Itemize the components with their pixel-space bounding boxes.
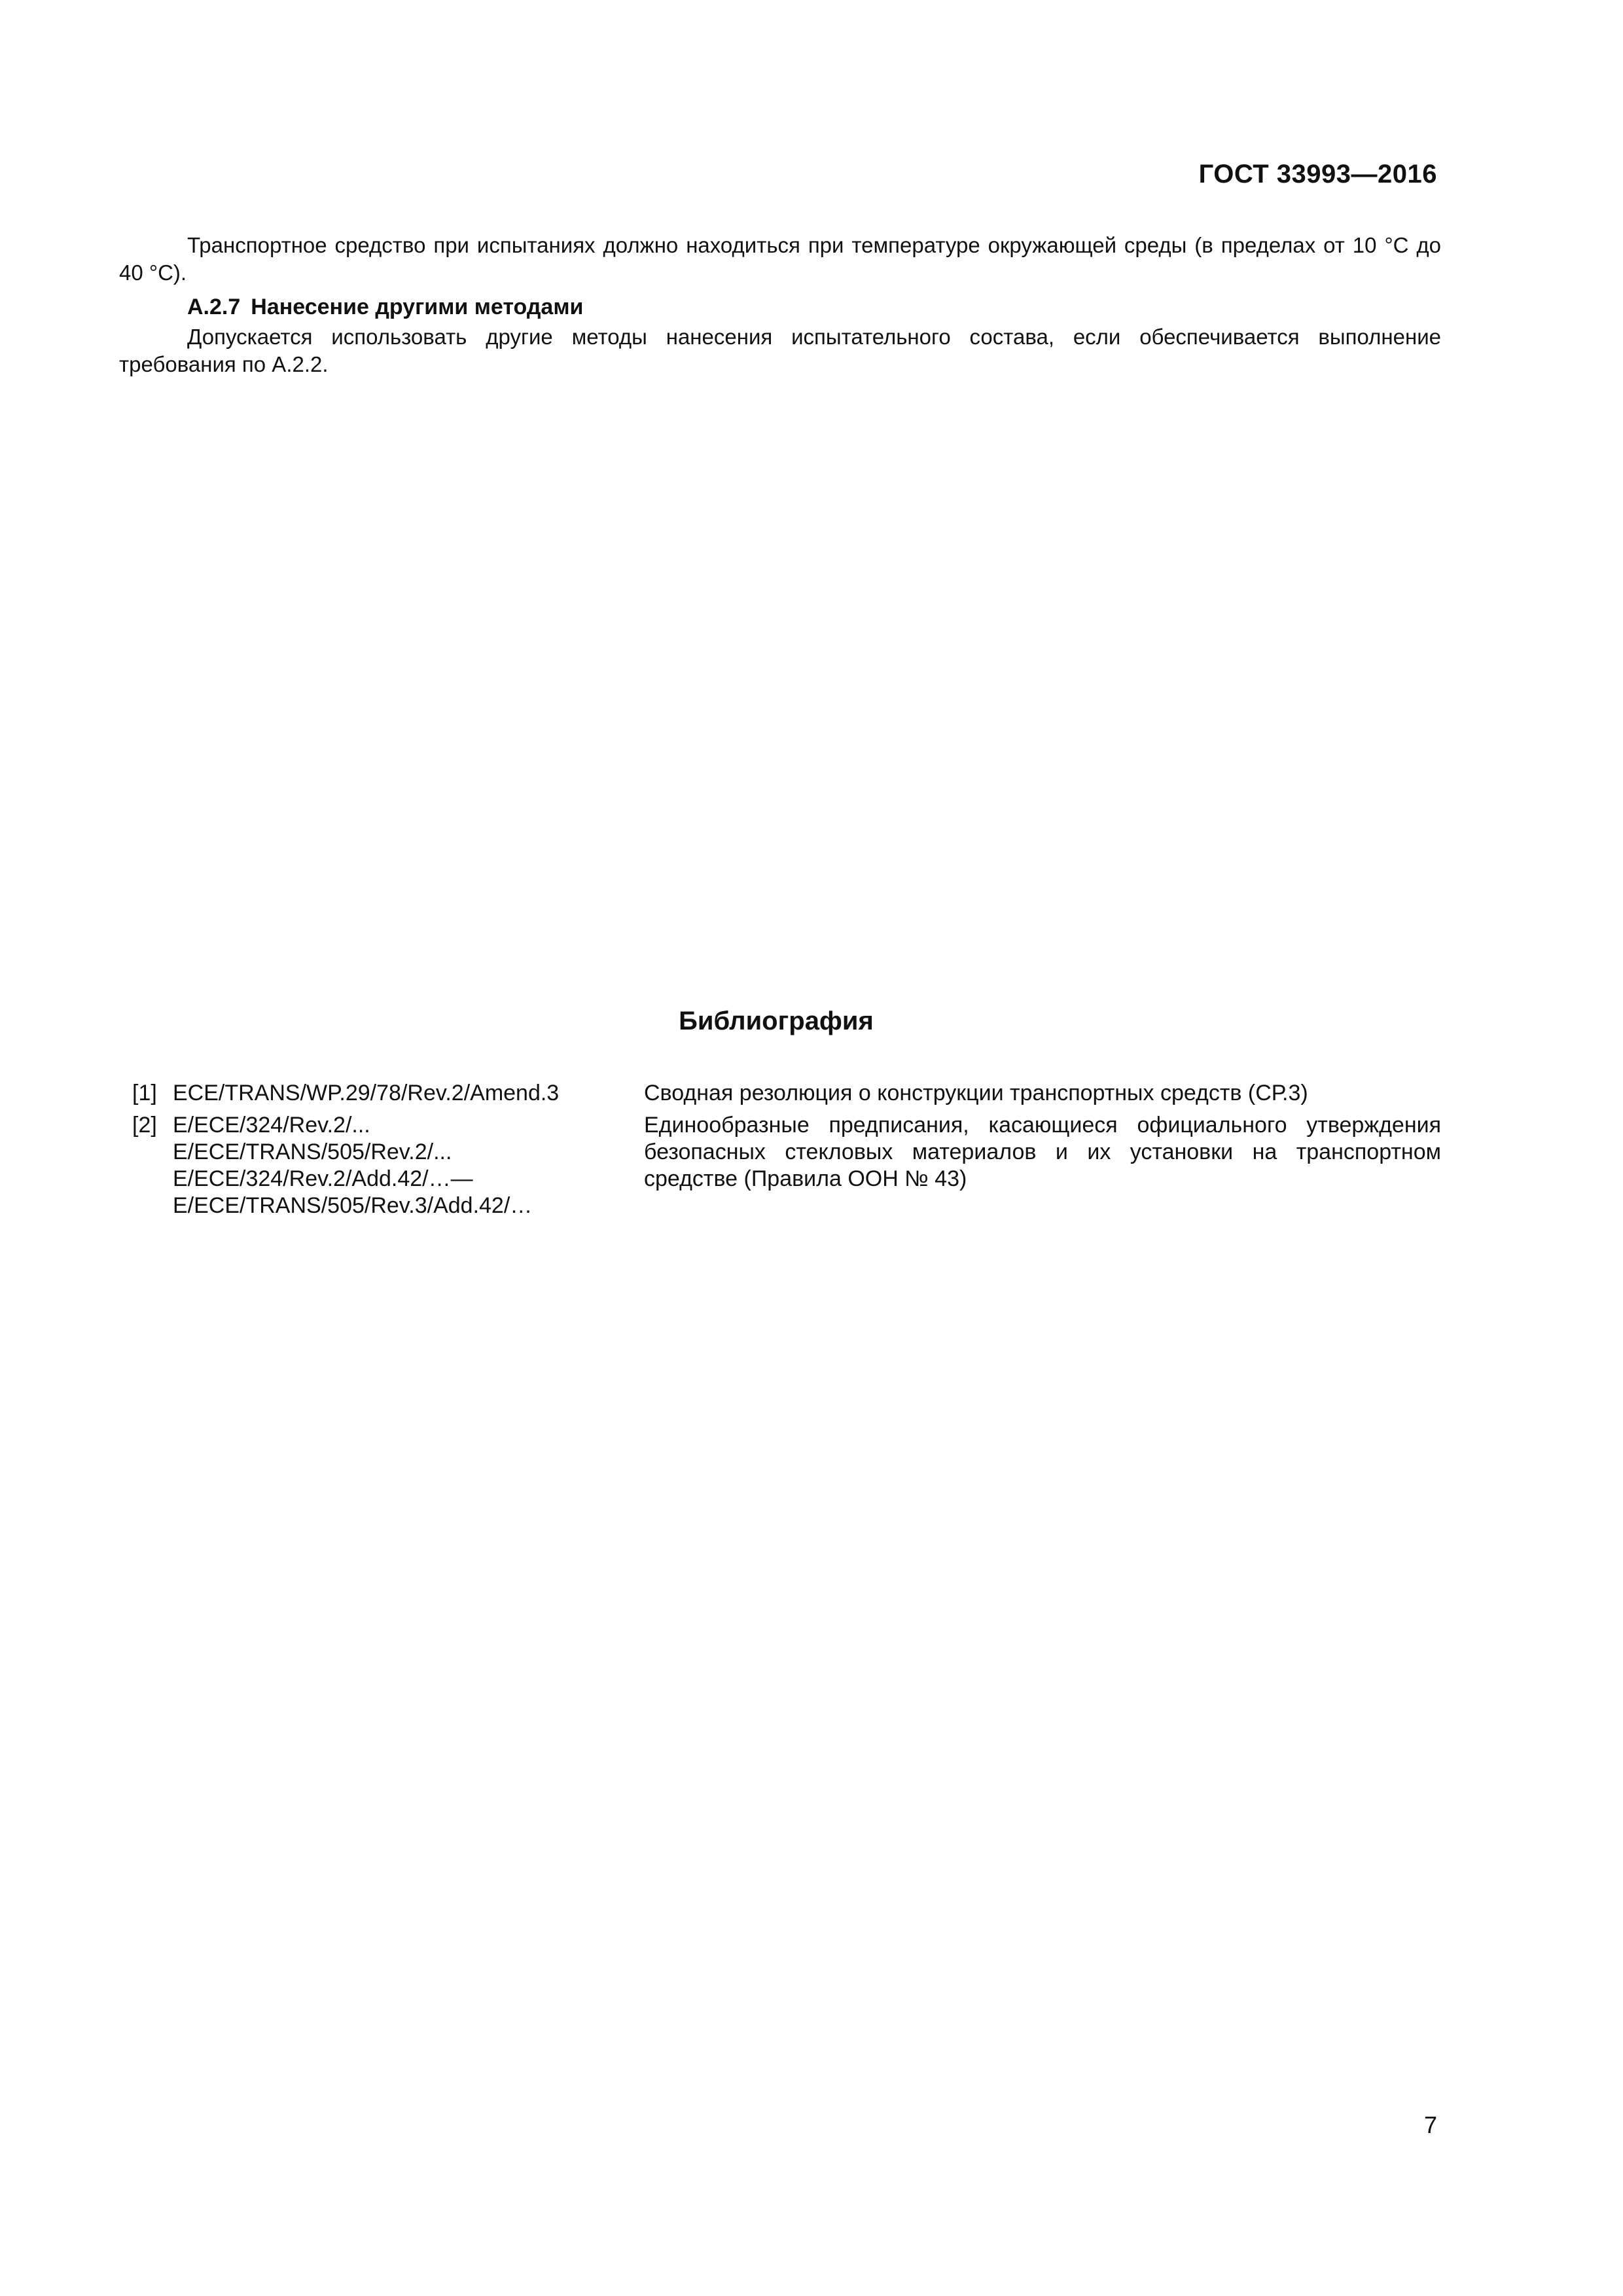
bibliography-entry-reference bbox=[173, 1080, 644, 1107]
bibliography-entry-number: [1] bbox=[132, 1081, 157, 1105]
bibliography-list bbox=[132, 1080, 1441, 1225]
reference-line: E/ECE/324/Rev.2/Add.42/…— bbox=[173, 1166, 473, 1191]
paragraph-other-methods bbox=[119, 323, 1441, 378]
reference-line: E/ECE/324/Rev.2/... bbox=[173, 1113, 370, 1138]
section-number: А.2.7 bbox=[187, 295, 241, 319]
section-title: Нанесение другими методами bbox=[251, 295, 584, 319]
paragraph-other-methods-text: Допускается использовать другие методы нанесения испытательного состава, если обеспечивается выполнение требования по А.2.2. bbox=[119, 325, 1441, 376]
bibliography-title: Библиография bbox=[679, 1007, 874, 1035]
bibliography-entry-reference bbox=[173, 1112, 644, 1219]
page-number: 7 bbox=[1423, 2111, 1437, 2138]
paragraph-temperature bbox=[119, 232, 1441, 287]
section-heading-a27 bbox=[187, 295, 583, 320]
reference-line: ECE/TRANS/WP.29/78/Rev.2/Amend.3 bbox=[173, 1081, 560, 1105]
reference-line: E/ECE/TRANS/505/Rev.3/Add.42/… bbox=[173, 1193, 533, 1218]
document-code: ГОСТ 33993—2016 bbox=[1198, 160, 1437, 188]
bibliography-entry-description: Единообразные предписания, касающиеся официального утверждения безопасных стекловых материалов и их установки на транспортном средстве (Правила ООН № 43) bbox=[644, 1113, 1441, 1191]
paragraph-temperature-text: Транспортное средство при испытаниях должно находиться при температуре окружающей среды (в пределах от 10 °С до 40 °С). bbox=[119, 233, 1441, 285]
bibliography-entry bbox=[132, 1112, 1441, 1219]
reference-line: E/ECE/TRANS/505/Rev.2/... bbox=[173, 1139, 452, 1164]
bibliography-entry bbox=[132, 1080, 1441, 1107]
bibliography-entry-number: [2] bbox=[132, 1113, 157, 1138]
bibliography-entry-description: Сводная резолюция о конструкции транспортных средств (СР.3) bbox=[644, 1081, 1308, 1105]
